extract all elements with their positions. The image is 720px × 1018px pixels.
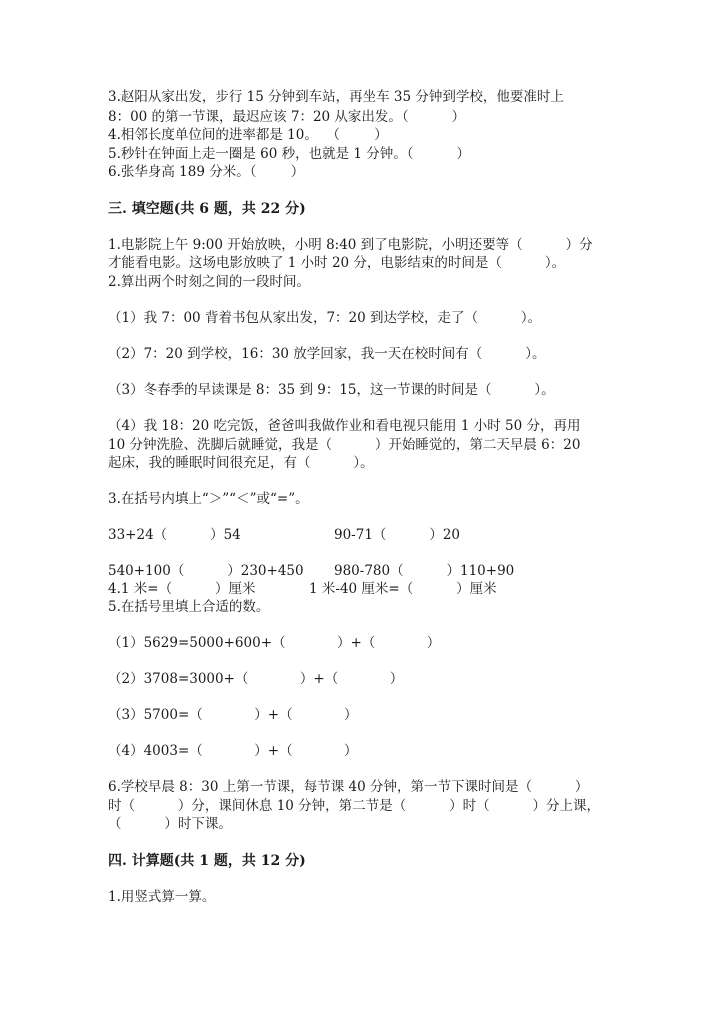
fill-q5-4: （4）4003=（ ）+（ ） xyxy=(108,743,358,759)
fill-q2-4-line2: 10 分钟洗脸、洗脚后就睡觉，我是（ ）开始睡觉的，第二天早晨 6：20 xyxy=(108,437,581,453)
section-calc-heading: 四. 计算题(共 1 题，共 12 分) xyxy=(108,853,306,869)
fill-q3-c: 540+100（ ）230+450 xyxy=(108,563,304,579)
fill-q6-line3: （ ）时下课。 xyxy=(108,816,232,832)
fill-q2-1: （1）我 7：00 背着书包从家出发，7：20 到达学校，走了（ ）。 xyxy=(108,310,542,326)
calc-q1: 1.用竖式算一算。 xyxy=(108,889,216,905)
fill-q4-b: 1 米-40 厘米=（ ）厘米 xyxy=(309,581,497,597)
judge-q3-line2: 8：00 的第一节课，最迟应该 7：20 从家出发。（ ） xyxy=(108,109,466,125)
section-fill-heading: 三. 填空题(共 6 题，共 22 分) xyxy=(108,201,306,217)
fill-q2-4-line1: （4）我 18：20 吃完饭，爸爸叫我做作业和看电视只能用 1 小时 50 分，再用 xyxy=(108,418,581,434)
fill-q3-d: 980-780（ ）110+90 xyxy=(334,563,515,579)
fill-q5-2: （2）3708=3000+（ ）+（ ） xyxy=(108,671,404,687)
fill-q6-line2: 时（ ）分，课间休息 10 分钟，第二节是（ ）时（ ）分上课， xyxy=(108,798,600,814)
fill-q1-line2: 才能看电影。这场电影放映了 1 小时 20 分，电影结束的时间是（ ）。 xyxy=(108,255,566,271)
judge-q5: 5.秒针在钟面上走一圈是 60 秒，也就是 1 分钟。（ ） xyxy=(108,146,470,162)
judge-q3-line1: 3.赵阳从家出发，步行 15 分钟到车站，再坐车 35 分钟到学校，他要准时上 xyxy=(108,89,564,105)
fill-q3: 3.在括号内填上“＞”“＜”或“=”。 xyxy=(108,491,309,507)
judge-q4: 4.相邻长度单位间的进率都是 10。 （ ） xyxy=(108,127,388,143)
fill-q5-3: （3）5700=（ ）+（ ） xyxy=(108,707,358,723)
fill-q5-1: （1）5629=5000+600+（ ）+（ ） xyxy=(108,635,441,651)
fill-q1-line1: 1.电影院上午 9:00 开始放映，小明 8:40 到了电影院，小明还要等（ ）分 xyxy=(108,237,593,253)
fill-q4-a: 4.1 米=（ ）厘米 xyxy=(108,581,256,597)
fill-q3-b: 90-71（ ）20 xyxy=(334,527,461,543)
judge-q6: 6.张华身高 189 分米。（ ） xyxy=(108,164,305,180)
fill-q6-line1: 6.学校早晨 8：30 上第一节课，每节课 40 分钟，第一节下课时间是（ ） xyxy=(108,779,589,795)
fill-q5: 5.在括号里填上合适的数。 xyxy=(108,599,270,615)
fill-q2-2: （2）7：20 到学校，16：30 放学回家，我一天在校时间有（ ）。 xyxy=(108,346,546,362)
fill-q2-3: （3）冬春季的早读课是 8：35 到 9：15，这一节课的时间是（ ）。 xyxy=(108,382,555,398)
fill-q2-4-line3: 起床，我的睡眠时间很充足，有（ ）。 xyxy=(108,455,374,471)
fill-q2: 2.算出两个时刻之间的一段时间。 xyxy=(108,274,310,290)
fill-q3-a: 33+24（ ）54 xyxy=(108,527,241,543)
